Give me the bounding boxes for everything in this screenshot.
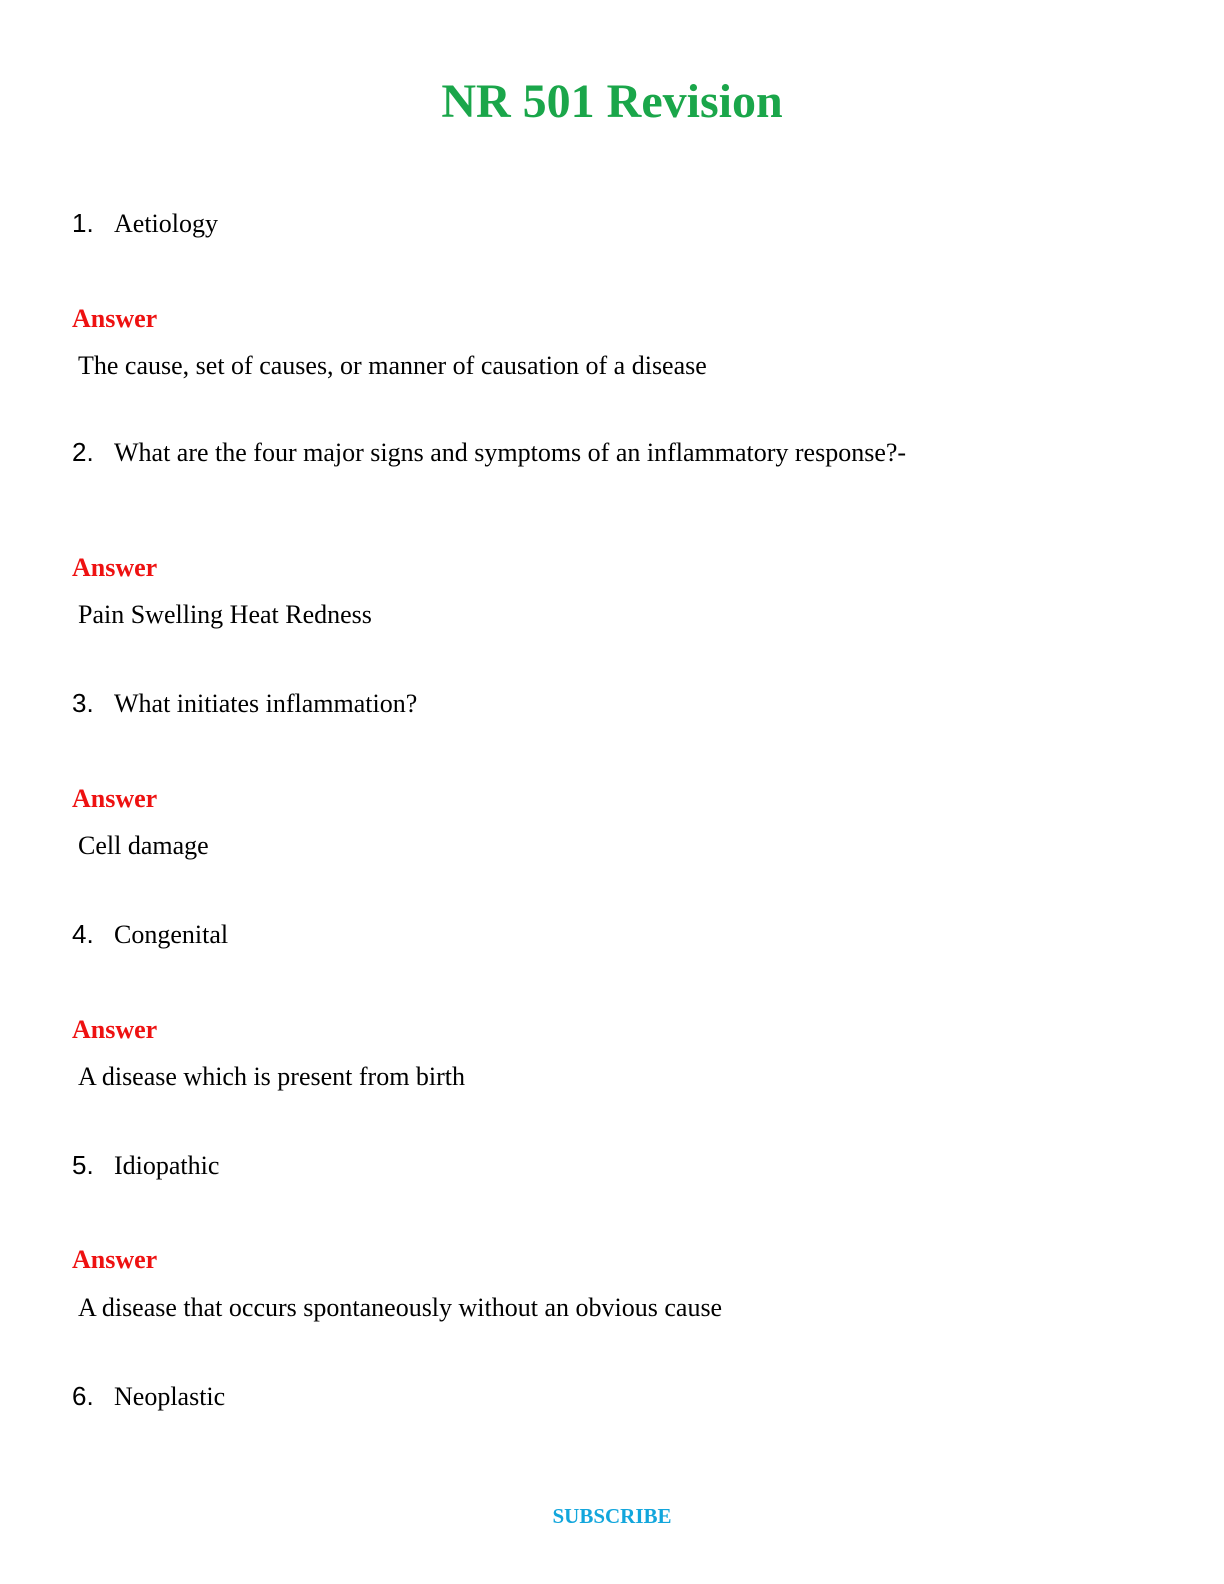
answer-label: Answer [72,553,158,582]
question-number: 2. [72,437,94,467]
question-text: What initiates inflammation? [114,689,418,718]
question-text: Neoplastic [114,1382,226,1411]
subscribe-link[interactable]: SUBSCRIBE [552,1504,672,1528]
question-1 [72,206,218,240]
question-4 [72,917,228,951]
question-number: 5. [72,1150,94,1180]
answer-text: Pain Swelling Heat Redness [78,600,372,629]
question-text: Aetiology [114,209,218,238]
question-text: What are the four major signs and symptoms of an inflammatory response?- [114,438,907,467]
question-3 [72,686,417,720]
question-number: 4. [72,919,94,949]
answer-label: Answer [72,304,158,333]
question-number: 1. [72,208,94,238]
question-number: 6. [72,1381,94,1411]
answer-text: A disease which is present from birth [78,1062,466,1091]
answer-text: A disease that occurs spontaneously without an obvious cause [78,1293,723,1322]
page-title: NR 501 Revision [441,75,783,128]
question-text: Idiopathic [114,1151,220,1180]
question-text: Congenital [114,920,229,949]
question-6 [72,1379,225,1413]
question-2 [72,435,906,469]
question-5 [72,1148,219,1182]
question-number: 3. [72,688,94,718]
answer-label: Answer [72,1245,158,1274]
answer-text: The cause, set of causes, or manner of causation of a disease [78,351,707,380]
answer-label: Answer [72,1015,158,1044]
answer-label: Answer [72,784,158,813]
answer-text: Cell damage [78,831,209,860]
